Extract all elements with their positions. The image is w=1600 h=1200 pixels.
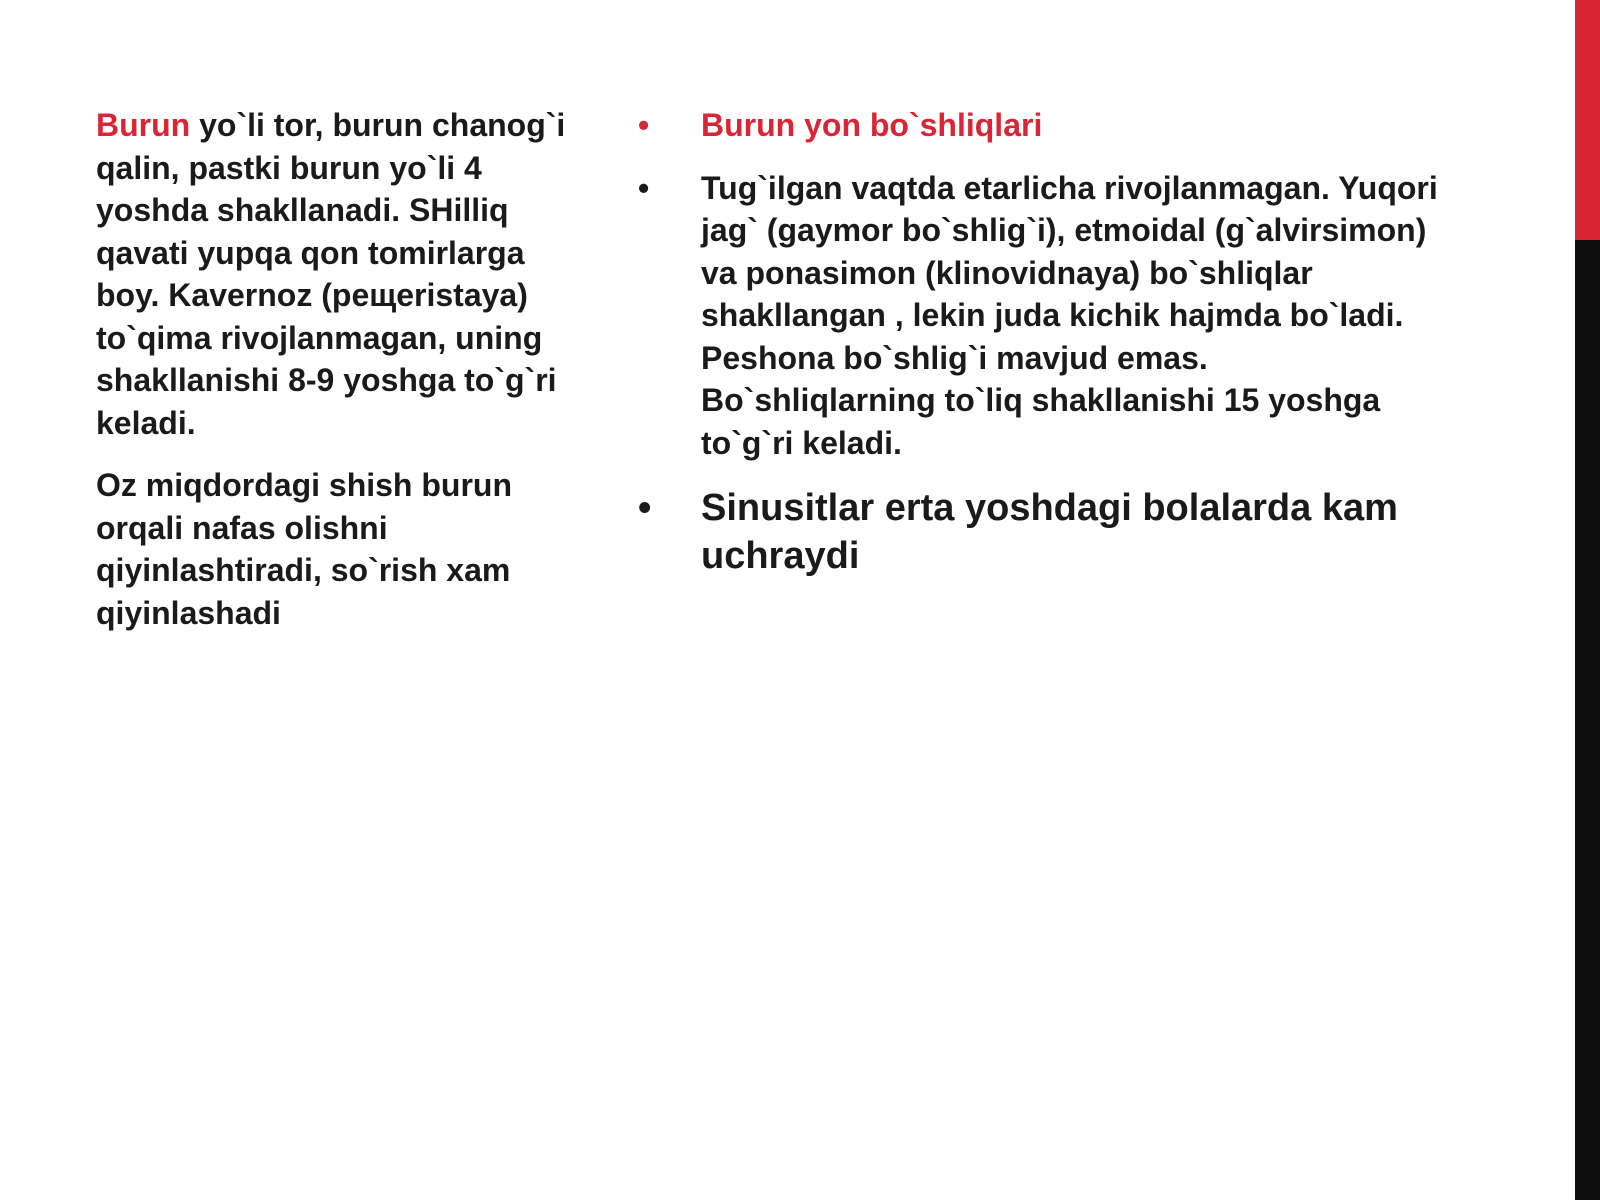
right-bullet-list — [638, 104, 1448, 600]
paragraph-nasal-passage — [96, 104, 586, 444]
paragraph-swelling: Oz miqdordagi shish burun orqali nafas olishni qiyinlashtiradi, so`rish xam qiyinlashadi — [96, 467, 512, 631]
bullet-item-sinusitis — [638, 484, 1448, 580]
bullet-text: Sinusitlar erta yoshdagi bolalarda kam uchraydi — [701, 487, 1398, 577]
accent-bar-black — [1575, 240, 1600, 1200]
bullet-item-sinuses-heading — [638, 104, 1448, 147]
paragraph-text: yo`li tor, burun chanog`i qalin, pastki burun yo`li 4 yoshda shakllanadi. SHilliq qavati yupqa qon tomirlarga boy. Kavernoz (pещeristaya) to`qima rivojlanmagan, uning shakllanishi 8-9 yoshga to`g`ri keladi. — [96, 107, 566, 441]
bullet-item-sinus-development — [638, 167, 1448, 465]
bullet-text: Tug`ilgan vaqtda etarlicha rivojlanmagan. Yuqori jag` (gaymor bo`shlig`i), etmoidal (g`alvirsimon) va ponasimon (klinovidnaya) bo`shliqlar shakllangan , lekin juda kichik hajmda bo`ladi. Peshona bo`shlig`i mavjud emas. Bo`shliqlarning to`liq shakllanishi 15 yoshga to`g`ri keladi. — [701, 169, 1438, 461]
highlight-word: Burun — [96, 107, 191, 143]
bullet-icon: • — [638, 487, 652, 529]
left-text-column — [96, 104, 586, 654]
bullet-icon: • — [638, 107, 650, 143]
bullet-icon: • — [638, 169, 650, 206]
accent-bar-red — [1575, 0, 1600, 240]
bullet-text: Burun yon bo`shliqlari — [701, 107, 1043, 143]
